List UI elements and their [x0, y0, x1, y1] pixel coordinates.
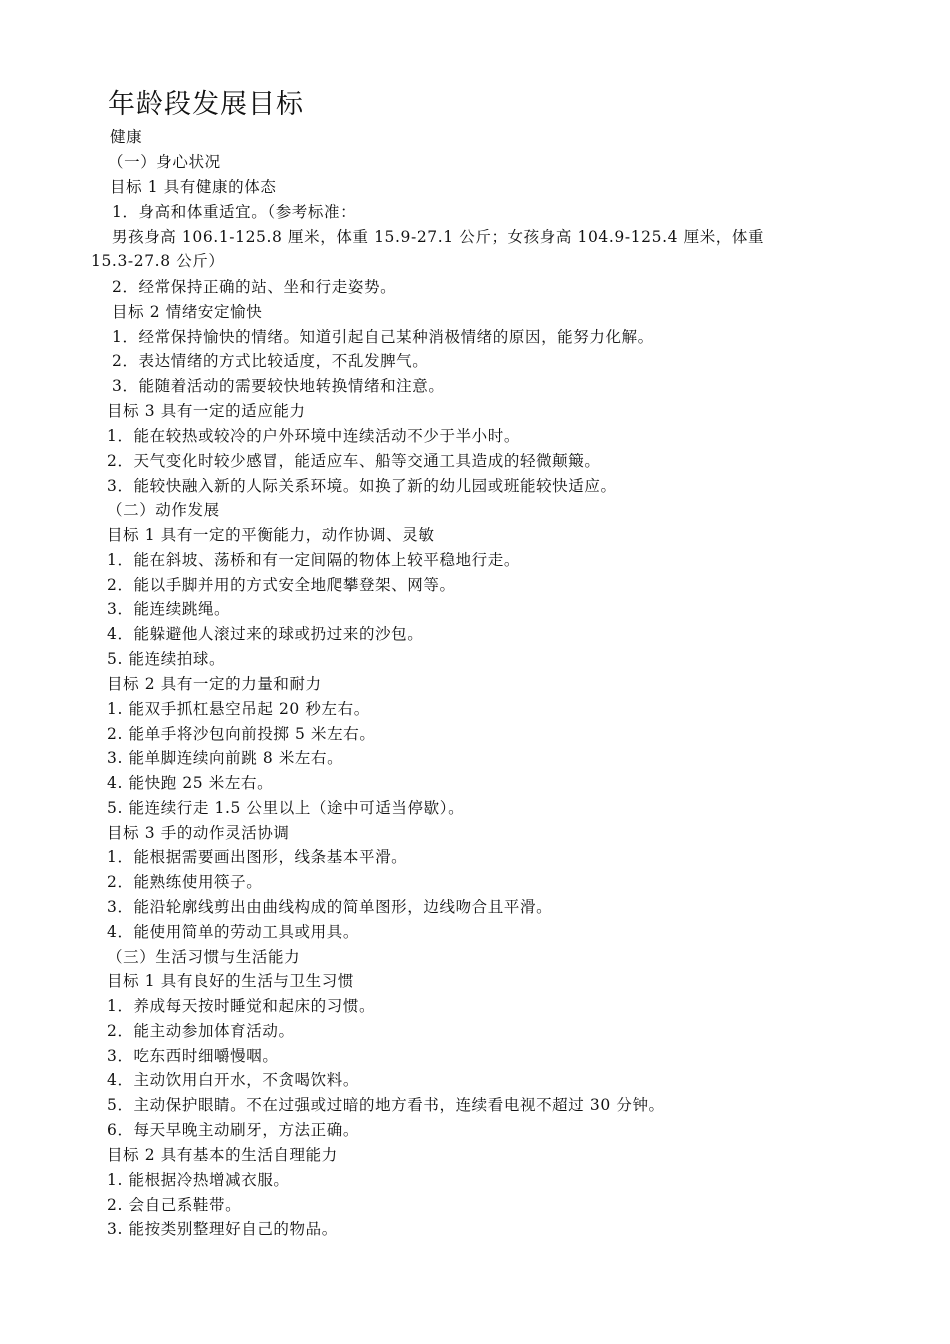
list-item-text: 男孩身高 106.1-125.8 厘米，体重 15.9-27.1 公斤；女孩身高 104.9-125.4 厘米，体重	[112, 228, 765, 246]
list-item-text: 15.3-27.8 公斤）	[91, 252, 225, 270]
list-item: 1．能在较热或较冷的户外环境中连续活动不少于半小时。	[107, 427, 520, 445]
list-item: 2. 能单手将沙包向前投掷 5 米左右。	[107, 725, 376, 743]
goal-heading: 目标 2 具有基本的生活自理能力	[107, 1146, 338, 1164]
list-item: 3．能连续跳绳。	[107, 600, 231, 618]
list-item: 1．养成每天按时睡觉和起床的习惯。	[107, 997, 376, 1015]
goal-heading: 目标 2 情绪安定愉快	[112, 303, 263, 321]
list-item: 3．能较快融入新的人际关系环境。如换了新的幼儿园或班能较快适应。	[107, 477, 617, 495]
list-item: 2．能以手脚并用的方式安全地爬攀登架、网等。	[107, 576, 456, 594]
list-item: 5. 能连续拍球。	[107, 650, 226, 668]
subsection-heading: （三）生活习惯与生活能力	[107, 948, 301, 966]
list-item: 3．能随着活动的需要较快地转换情绪和注意。	[112, 377, 445, 395]
list-item: 3．能沿轮廓线剪出由曲线构成的简单图形，边线吻合且平滑。	[107, 898, 553, 916]
goal-heading: 目标 3 具有一定的适应能力	[107, 402, 306, 420]
list-item: 6．每天早晚主动刷牙，方法正确。	[107, 1121, 359, 1139]
section-heading-health: 健康	[110, 128, 143, 146]
list-item: 1. 能根据冷热增减衣服。	[107, 1171, 290, 1189]
goal-heading: 目标 3 手的动作灵活协调	[107, 824, 290, 842]
list-item: 1．能在斜坡、荡桥和有一定间隔的物体上较平稳地行走。	[107, 551, 520, 569]
subsection-heading: （一）身心状况	[108, 153, 221, 171]
list-item: 2．经常保持正确的站、坐和行走姿势。	[112, 278, 397, 296]
subsection-heading: （二）动作发展	[107, 501, 220, 519]
list-item: 4．能躲避他人滚过来的球或扔过来的沙包。	[107, 625, 424, 643]
list-item: 2．表达情绪的方式比较适度，不乱发脾气。	[112, 352, 429, 370]
list-item: 5．主动保护眼睛。不在过强或过暗的地方看书，连续看电视不超过 30 分钟。	[107, 1096, 665, 1114]
list-item: 3. 能单脚连续向前跳 8 米左右。	[107, 749, 344, 767]
list-item: 4．能使用简单的劳动工具或用具。	[107, 923, 359, 941]
goal-heading: 目标 2 具有一定的力量和耐力	[107, 675, 322, 693]
goal-heading: 目标 1 具有健康的体态	[110, 178, 277, 196]
list-item: 2．能主动参加体育活动。	[107, 1022, 295, 1040]
list-item: 3．吃东西时细嚼慢咽。	[107, 1047, 279, 1065]
list-item: 1. 能双手抓杠悬空吊起 20 秒左右。	[107, 700, 370, 718]
list-item: 1．经常保持愉快的情绪。知道引起自己某种消极情绪的原因，能努力化解。	[112, 328, 654, 346]
list-item: 4．主动饮用白开水，不贪喝饮料。	[107, 1071, 359, 1089]
list-item: 3. 能按类别整理好自己的物品。	[107, 1220, 338, 1238]
list-item: 2．能熟练使用筷子。	[107, 873, 263, 891]
list-item: 1．身高和体重适宜。（参考标准：	[112, 203, 357, 221]
list-item: 4. 能快跑 25 米左右。	[107, 774, 274, 792]
page-title: 年龄段发展目标	[108, 89, 304, 120]
goal-heading: 目标 1 具有良好的生活与卫生习惯	[107, 972, 354, 990]
list-item: 5. 能连续行走 1.5 公里以上（途中可适当停歇）。	[107, 799, 465, 817]
list-item: 2．天气变化时较少感冒，能适应车、船等交通工具造成的轻微颠簸。	[107, 452, 601, 470]
goal-heading: 目标 1 具有一定的平衡能力，动作协调、灵敏	[107, 526, 435, 544]
list-item: 2. 会自己系鞋带。	[107, 1196, 242, 1214]
list-item: 1．能根据需要画出图形，线条基本平滑。	[107, 848, 408, 866]
